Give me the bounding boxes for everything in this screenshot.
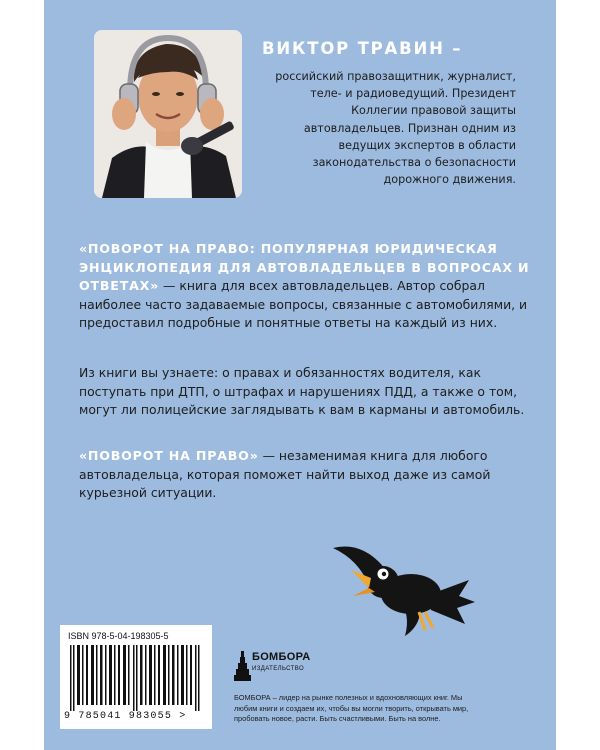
- description-paragraph-1: «ПОВОРОТ НА ПРАВО: ПОПУЛЯРНАЯ ЮРИДИЧЕСКАЯ ЭНЦИКЛОПЕДИЯ ДЛЯ АВТОВЛАДЕЛЬЦЕВ В ВОПРОСАХ И ОТВЕТАХ» — книга для всех автовладельцев. Автор собрал наиболее часто задаваемые вопросы, связанные с автомобилями, и предоставил подробные и понятные ответы на каждый из них.: [79, 241, 530, 331]
- barcode-box: [60, 625, 212, 729]
- barcode-number: 9 785041 983055 >: [64, 711, 187, 722]
- author-photo-illustration: [94, 30, 242, 198]
- description-paragraph-3: «ПОВОРОТ НА ПРАВО» — незаменимая книга для любого автовладельца, которая поможет найти выход даже из самой курьезной ситуации.: [79, 448, 491, 501]
- description-paragraph-2: Из книги вы узнаете: о правах и обязанностях водителя, как поступать при ДТП, о штрафах и нарушениях ПДД, а также о том, могут ли полицейские заглядывать к вам в карманы и автомобиль.: [79, 365, 525, 418]
- publisher-subtitle: ИЗДАТЕЛЬСТВО: [252, 666, 305, 672]
- barcode-graphic: [68, 645, 204, 711]
- author-photo: [94, 30, 242, 198]
- author-bio: российский правозащитник, журналист, теле- и радиоведущий. Президент Коллегии правовой защиты автовладельцев. Признан одним из ведущих экспертов в области законодательства о безопасности дорожного движения.: [275, 70, 516, 187]
- author-name: ВИКТОР ТРАВИН –: [262, 39, 463, 58]
- isbn-text: ISBN 978-5-04-198305-5: [68, 631, 169, 641]
- book-back-cover: [44, 0, 556, 750]
- publisher-name: БОМБОРА: [252, 651, 311, 663]
- short-title-highlight: «ПОВОРОТ НА ПРАВО»: [79, 448, 259, 463]
- crow-illustration: [319, 530, 479, 640]
- publisher-blurb: БОМБОРА – лидер на рынке полезных и вдохновляющих книг. Мы любим книги и создаем их, чтобы вы могли творить, открывать мир, пробовать новое, расти. Быть счастливыми. Быть на волне.: [234, 693, 469, 724]
- book-title-highlight: «ПОВОРОТ НА ПРАВО: ПОПУЛЯРНАЯ ЮРИДИЧЕСКАЯ ЭНЦИКЛОПЕДИЯ ДЛЯ АВТОВЛАДЕЛЬЦЕВ В ВОПРОСАХ И ОТВЕТАХ»: [79, 241, 530, 294]
